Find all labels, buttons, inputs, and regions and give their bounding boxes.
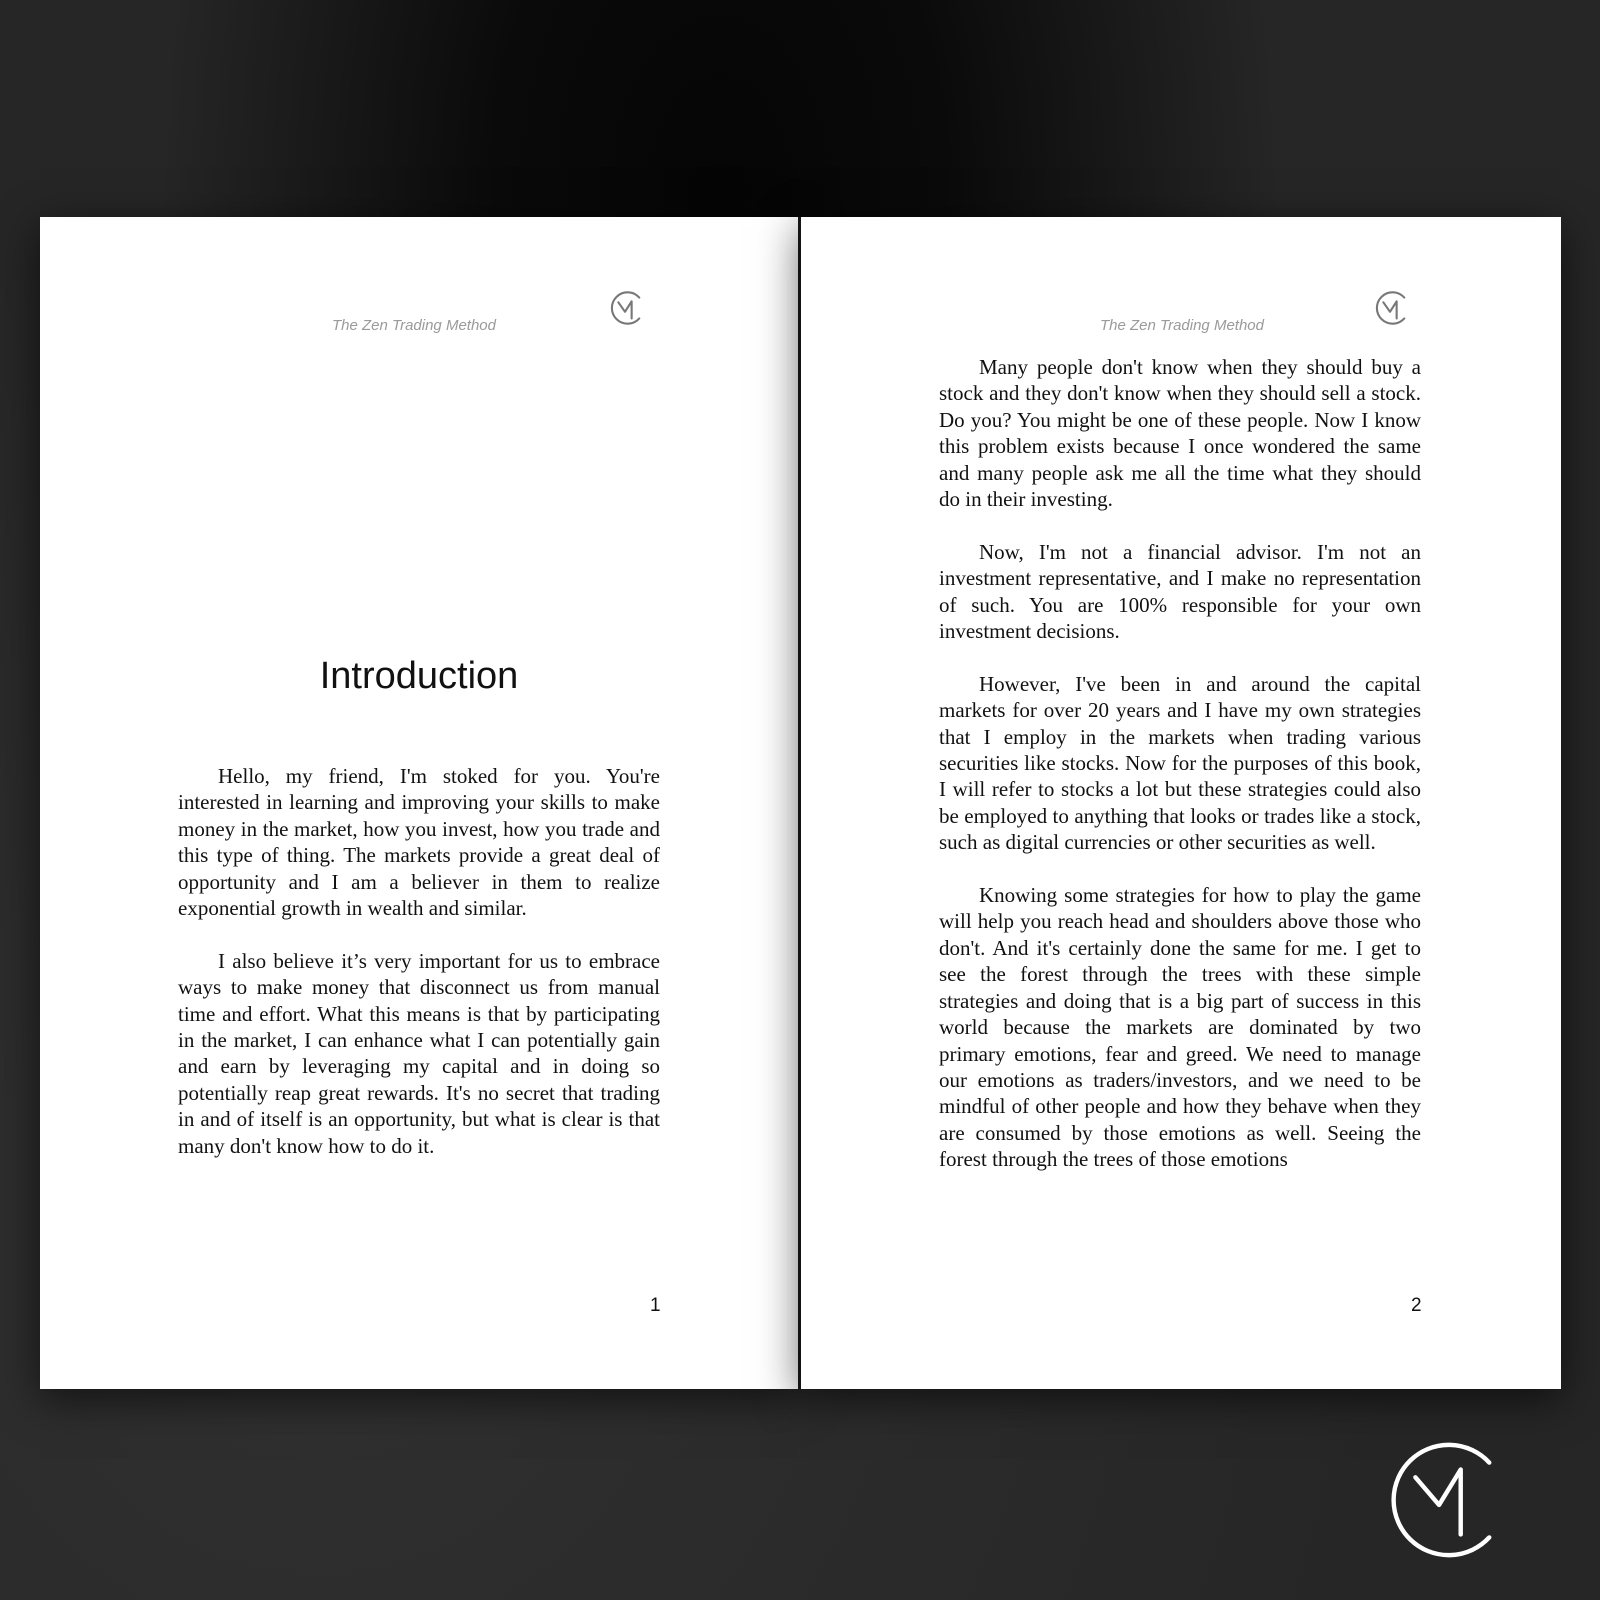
zen-logo-icon [1378, 1436, 1506, 1564]
paragraph: Knowing some strategies for how to play the game will help you reach head and shoulders above those who don't. And it's certainly done the same for me. I get to see the forest through the trees with these simple strategies and doing that is a big part of success in this world because the markets are dominated by two primary emotions, fear and greed. We need to manage our emotions as traders/investors, and we need to be mindful of other people and how they behave when they are consumed by those emotions as well. Seeing the forest through the trees of those emotions [939, 883, 1421, 1172]
body-text [178, 763, 660, 1185]
chapter-title: Introduction [319, 655, 519, 697]
paragraph: Now, I'm not a financial advisor. I'm not an investment representative, and I make no representation of such. You are 100% responsible for your own investment decisions. [939, 539, 1421, 644]
running-header: The Zen Trading Method [1100, 317, 1264, 334]
page-number: 2 [1411, 1295, 1422, 1316]
paragraph: I also believe it’s very important for us to embrace ways to make money that disconnect us from manual time and effort. What this means is that by participating in the market, I can enhance what I can potentially gain and earn by leveraging my capital and in doing so potentially reap great rewards. It's no secret that trading in and of itself is an opportunity, but what is clear is that many don't know how to do it. [178, 948, 660, 1158]
paragraph: However, I've been in and around the capital markets for over 20 years and I have my own strategies that I employ in the markets when trading various securities like stocks. Now for the purposes of this book, I will refer to stocks a lot but these strategies could also be employed to anything that looks or trades like a stock, such as digital currencies or other securities as well. [939, 671, 1421, 855]
running-header: The Zen Trading Method [332, 317, 496, 334]
right-page [801, 217, 1561, 1389]
body-text [939, 354, 1421, 1199]
paragraph: Many people don't know when they should buy a stock and they don't know when they should sell a stock. Do you? You might be one of these people. Now I know this problem exists because I once wondered the same and many people ask me all the time what they should do in their investing. [939, 355, 1421, 512]
paragraph: Hello, my friend, I'm stoked for you. You're interested in learning and improving your skills to make money in the market, how you invest, how you trade and this type of thing. The markets provide a great deal of opportunity and I am a believer in them to realize exponential growth in wealth and similar. [178, 764, 660, 921]
zen-logo-icon [1371, 289, 1409, 327]
zen-logo-icon [606, 289, 644, 327]
left-page [40, 217, 798, 1389]
page-number: 1 [650, 1295, 661, 1316]
